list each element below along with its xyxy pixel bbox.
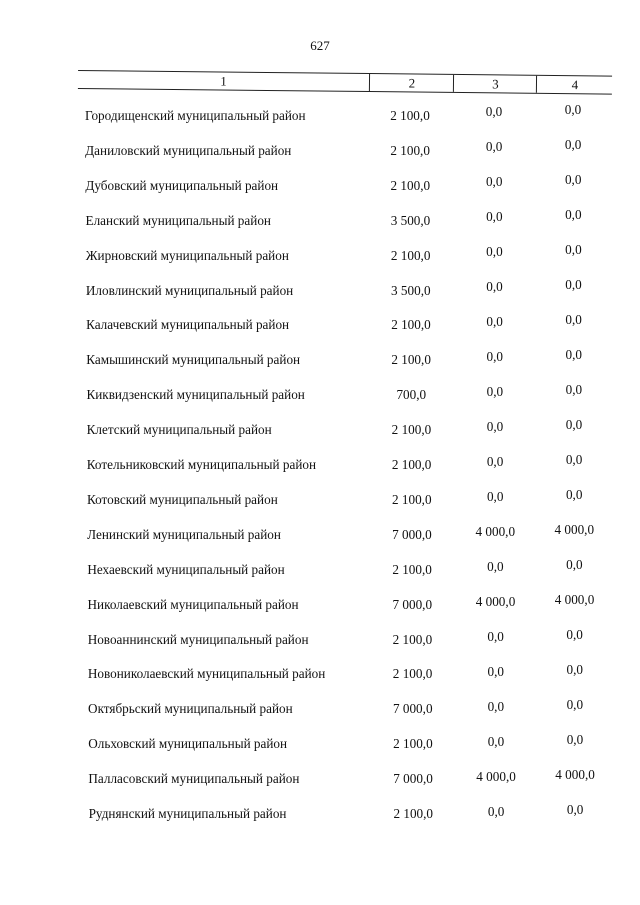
value-col-2: 7 000,0 (392, 596, 433, 612)
value-col-2: 3 500,0 (390, 212, 431, 228)
value-col-4: 0,0 (565, 417, 583, 432)
value-col-4: 0,0 (565, 452, 583, 467)
district-name: Новониколаевский муниципальный район (87, 666, 326, 682)
value-col-4: 0,0 (566, 662, 583, 677)
value-col-3: 0,0 (486, 489, 504, 504)
value-col-3: 0,0 (487, 664, 504, 679)
table-row (0, 242, 640, 267)
district-name: Киквидзенский муниципальный район (86, 387, 305, 403)
value-col-2: 7 000,0 (392, 526, 432, 542)
district-name: Котовский муниципальный район (86, 491, 278, 507)
district-name: Ленинский муниципальный район (87, 526, 281, 542)
value-col-2: 2 100,0 (390, 247, 431, 263)
district-name: Октябрьский муниципальный район (88, 701, 293, 717)
value-col-4: 0,0 (565, 382, 583, 397)
table-row (0, 768, 640, 790)
value-col-2: 2 100,0 (390, 177, 431, 193)
value-col-3: 0,0 (486, 384, 504, 399)
value-col-4: 0,0 (566, 627, 583, 642)
value-col-3: 0,0 (487, 734, 505, 749)
table-row (0, 803, 640, 825)
value-col-3: 0,0 (486, 349, 503, 364)
value-col-3: 0,0 (487, 559, 504, 574)
value-col-2: 7 000,0 (392, 701, 433, 717)
value-col-4: 0,0 (564, 137, 582, 152)
value-col-2: 2 100,0 (390, 108, 430, 123)
value-col-2: 2 100,0 (391, 317, 431, 333)
district-name: Городищенский муниципальный район (85, 108, 306, 123)
value-col-4: 0,0 (566, 802, 584, 817)
table-row (0, 419, 640, 441)
value-col-4: 0,0 (565, 347, 582, 362)
value-col-2: 2 100,0 (392, 631, 433, 647)
value-col-4: 0,0 (565, 277, 582, 292)
district-name: Котельниковский муниципальный район (86, 457, 317, 472)
value-col-2: 2 100,0 (391, 422, 432, 438)
table-row (0, 384, 640, 406)
table-row (0, 277, 640, 302)
value-col-3: 0,0 (487, 629, 504, 644)
value-col-3: 0,0 (486, 454, 504, 469)
value-col-4: 4 000,0 (554, 592, 595, 607)
value-col-3: 0,0 (485, 104, 503, 119)
table-row (0, 207, 640, 232)
table-row (0, 733, 640, 755)
value-col-4: 4 000,0 (555, 767, 595, 782)
value-col-3: 0,0 (486, 279, 503, 294)
value-col-2: 2 100,0 (392, 666, 433, 682)
district-name: Ольховский муниципальный район (88, 736, 288, 752)
table-header (78, 70, 612, 95)
value-col-3: 0,0 (485, 139, 503, 154)
table-row (0, 454, 640, 476)
value-col-4: 0,0 (565, 242, 582, 257)
district-name: Даниловский муниципальный район (85, 142, 292, 158)
district-name: Новоаннинский муниципальный район (87, 631, 309, 647)
table-row (0, 172, 640, 197)
value-col-3: 0,0 (485, 174, 503, 189)
district-name: Иловлинский муниципальный район (85, 282, 294, 298)
district-name: Жирновский муниципальный район (85, 247, 289, 263)
value-col-4: 0,0 (565, 487, 583, 502)
table-row (0, 349, 640, 371)
district-name: Еланский муниципальный район (85, 212, 271, 228)
value-col-3: 0,0 (487, 699, 505, 714)
header-col-1: 1 (220, 73, 227, 89)
header-col-2: 2 (369, 74, 454, 92)
value-col-4: 0,0 (565, 312, 582, 327)
table-row (0, 698, 640, 720)
district-name: Нехаевский муниципальный район (87, 561, 285, 577)
district-name: Камышинский муниципальный район (86, 352, 301, 368)
value-col-3: 0,0 (487, 804, 505, 819)
value-col-2: 2 100,0 (393, 806, 434, 821)
value-col-4: 0,0 (566, 732, 584, 747)
value-col-2: 3 500,0 (391, 282, 431, 298)
table-row (0, 559, 640, 581)
table-row (0, 629, 640, 651)
value-col-4: 0,0 (566, 697, 584, 712)
district-name: Руднянский муниципальный район (88, 806, 287, 821)
district-name: Палласовский муниципальный район (88, 771, 300, 787)
value-col-2: 700,0 (396, 387, 427, 403)
value-col-4: 4 000,0 (554, 522, 595, 537)
table-row (0, 524, 640, 546)
value-col-2: 7 000,0 (393, 771, 433, 787)
value-col-2: 2 100,0 (391, 457, 432, 472)
value-col-4: 0,0 (565, 207, 582, 222)
value-col-3: 0,0 (486, 244, 503, 259)
page-number: 627 (310, 38, 330, 53)
table-row (0, 137, 640, 162)
table-row (0, 314, 640, 336)
value-col-2: 2 100,0 (392, 561, 432, 577)
value-col-3: 4 000,0 (476, 769, 516, 784)
header-col-3: 3 (453, 75, 537, 93)
value-col-3: 0,0 (486, 209, 503, 224)
district-name: Клетский муниципальный район (86, 422, 272, 438)
value-col-4: 0,0 (566, 557, 583, 572)
value-col-3: 4 000,0 (475, 594, 516, 609)
value-col-2: 2 100,0 (390, 142, 430, 158)
value-col-2: 2 100,0 (391, 352, 431, 368)
district-name: Дубовский муниципальный район (85, 177, 279, 193)
table-row (0, 102, 640, 127)
header-col-4: 4 (536, 76, 613, 94)
value-col-2: 2 100,0 (393, 736, 433, 752)
value-col-4: 0,0 (564, 102, 582, 117)
table-row (0, 663, 640, 685)
table-row (0, 594, 640, 616)
value-col-3: 4 000,0 (475, 524, 516, 539)
table-row (0, 489, 640, 511)
value-col-3: 0,0 (486, 419, 504, 434)
district-name: Николаевский муниципальный район (87, 596, 299, 612)
district-name: Калачевский муниципальный район (86, 317, 290, 333)
value-col-2: 2 100,0 (392, 491, 432, 507)
value-col-3: 0,0 (486, 314, 503, 329)
value-col-4: 0,0 (564, 172, 582, 187)
